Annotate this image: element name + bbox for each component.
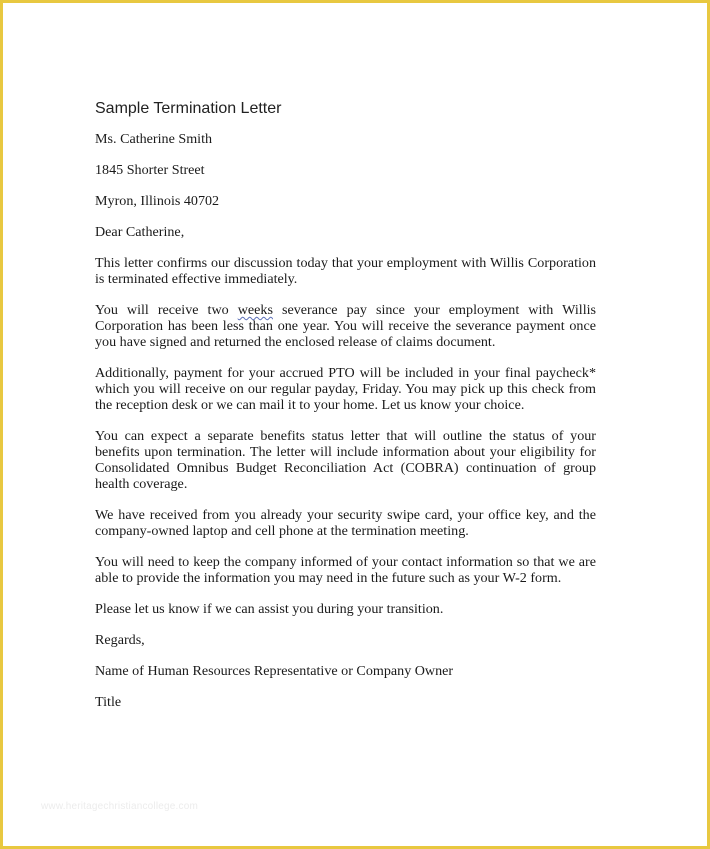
paragraph-final-paycheck: Additionally, payment for your accrued PTO will be included in your final paycheck* which you will receive on our regular payday, Friday. You may pick up this check from the reception desk or we can mail it to your home. Let us know your choice. — [95, 365, 596, 413]
signer-title: Title — [95, 694, 122, 710]
recipient-street: 1845 Shorter Street — [95, 162, 205, 178]
paragraph-returned-property: We have received from you already your security swipe card, your office key, and the company-owned laptop and cell phone at the termination meeting. — [95, 507, 596, 539]
signer-name: Name of Human Resources Representative or Company Owner — [95, 663, 454, 679]
severance-text-start: You will receive two — [95, 302, 238, 318]
spellcheck-flagged-word: weeks — [237, 302, 273, 318]
closing: Regards, — [95, 632, 145, 648]
recipient-name: Ms. Catherine Smith — [95, 131, 213, 147]
letter-title: Sample Termination Letter — [95, 100, 282, 117]
letter-body — [95, 99, 596, 725]
paragraph-contact-info: You will need to keep the company informed of your contact information so that we are able to provide the information you may need in the future such as your W-2 form. — [95, 554, 596, 586]
salutation: Dear Catherine, — [95, 224, 185, 240]
recipient-city-state-zip: Myron, Illinois 40702 — [95, 193, 220, 209]
severance-text-end: severance pay since your employment with Willis Corporation has been less than one year. You will receive the severance payment once you have signed and returned the enclosed release of claims document. — [95, 302, 597, 350]
paragraph-confirmation: This letter confirms our discussion today that your employment with Willis Corporation is terminated effective immediately. — [95, 255, 596, 287]
paragraph-benefits: You can expect a separate benefits status letter that will outline the status of your benefits upon termination. The letter will include information about your eligibility for Consolidated Omnibus Budget Reconciliation Act (COBRA) continuation of group health coverage. — [95, 428, 596, 492]
paragraph-assistance: Please let us know if we can assist you during your transition. — [95, 601, 444, 617]
watermark-text: www.heritagechristiancollege.com — [41, 801, 199, 812]
paragraph-severance — [95, 302, 596, 350]
